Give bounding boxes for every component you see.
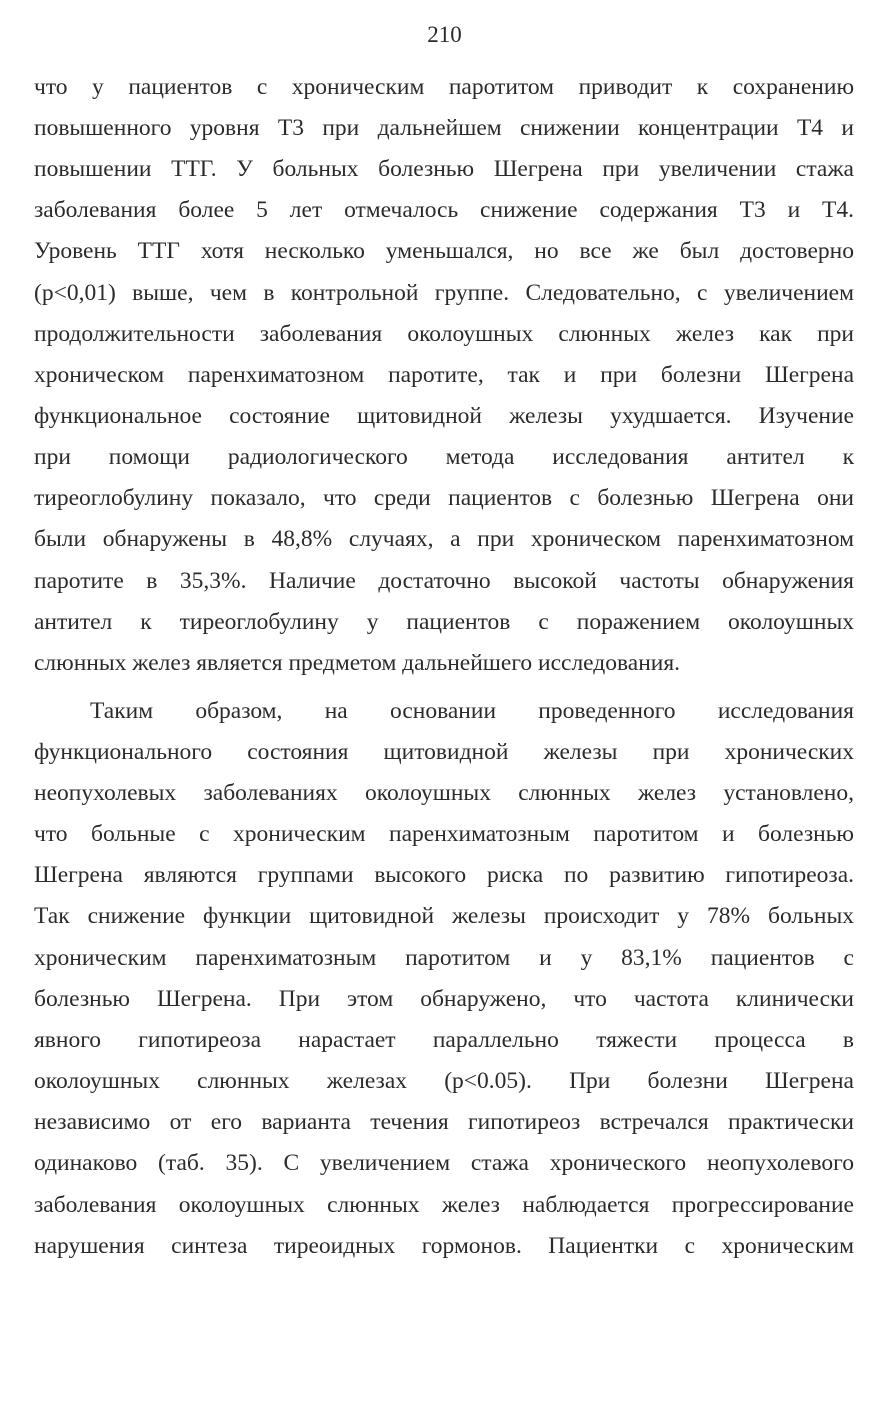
text-line: функциональное состояние щитовидной железы ухудшается. Изучение [34, 403, 854, 429]
text-line: что больные с хроническим паренхиматозным паротитом и болезнью [34, 821, 854, 847]
text-line: слюнных желез является предметом дальнейшего исследования. [34, 650, 681, 676]
text-line: болезнью Шегрена. При этом обнаружено, что частота клинически [34, 986, 854, 1012]
text-line: Шегрена являются группами высокого риска по развитию гипотиреоза. [34, 862, 854, 888]
text-line: нарушения синтеза тиреоидных гормонов. Пациентки с хроническим [34, 1233, 854, 1259]
text-line: при помощи радиологического метода исследования антител к [34, 444, 854, 470]
text-line: паротите в 35,3%. Наличие достаточно высокой частоты обнаружения [34, 568, 854, 594]
text-line: неопухолевых заболеваниях околоушных слюнных желез установлено, [34, 780, 854, 806]
text-line: околоушных слюнных железах (p<0.05). При болезни Шегрена [34, 1068, 854, 1094]
text-line: повышении ТТГ. У больных болезнью Шегрена при увеличении стажа [34, 156, 854, 182]
text-line: одинаково (таб. 35). С увеличением стажа хронического неопухолевого [34, 1150, 854, 1176]
text-line: Таким образом, на основании проведенного исследования [90, 698, 854, 724]
text-line: были обнаружены в 48,8% случаях, а при хроническом паренхиматозном [34, 526, 854, 552]
text-line: функционального состояния щитовидной железы при хронических [34, 739, 854, 765]
text-line: независимо от его варианта течения гипотиреоз встречался практически [34, 1109, 854, 1135]
text-line: хроническим паренхиматозным паротитом и у 83,1% пациентов с [34, 945, 854, 971]
text-line: хроническом паренхиматозном паротите, так и при болезни Шегрена [34, 362, 854, 388]
text-line: что у пациентов с хроническим паротитом приводит к сохранению [34, 74, 854, 100]
text-line: явного гипотиреоза нарастает параллельно тяжести процесса в [34, 1027, 854, 1053]
text-line: тиреоглобулину показало, что среди пациентов с болезнью Шегрена они [34, 485, 854, 511]
text-line: заболевания околоушных слюнных желез наблюдается прогрессирование [34, 1192, 854, 1218]
text-line: Так снижение функции щитовидной железы происходит у 78% больных [34, 903, 854, 929]
text-line: (p<0,01) выше, чем в контрольной группе. Следовательно, с увеличением [34, 280, 854, 306]
text-line: Уровень ТТГ хотя несколько уменьшался, но все же был достоверно [34, 238, 854, 264]
text-line: продолжительности заболевания околоушных слюнных желез как при [34, 321, 854, 347]
page-number: 210 [427, 22, 462, 47]
text-line: антител к тиреоглобулину у пациентов с поражением околоушных [34, 609, 854, 635]
text-line: заболевания более 5 лет отмечалось снижение содержания Т3 и Т4. [34, 197, 854, 223]
text-line: повышенного уровня Т3 при дальнейшем снижении концентрации Т4 и [34, 115, 854, 141]
